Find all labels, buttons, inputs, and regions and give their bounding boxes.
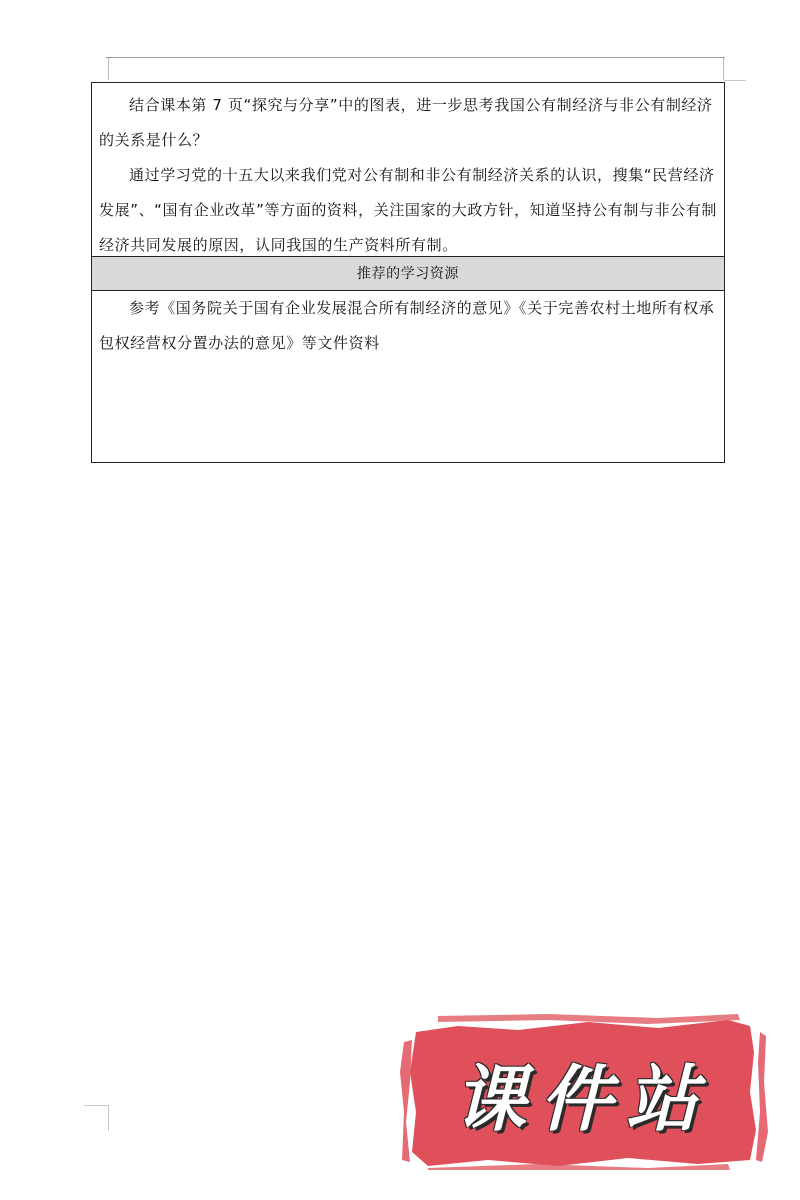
resources-heading: 推荐的学习资源 bbox=[92, 257, 724, 291]
header-rule bbox=[106, 57, 725, 58]
header-right-mark bbox=[723, 58, 724, 80]
resources-text: 参考《国务院关于国有企业发展混合所有制经济的意见》《关于完善农村土地所有权承包权经营权分置办法的意见》等文件资料 bbox=[99, 299, 715, 352]
corner-mark-vertical bbox=[108, 1105, 109, 1131]
reflection-task: 通过学习党的十五大以来我们党对公有制和非公有制经济关系的认识，搜集“民营经济发展”、“国有企业改革”等方面的资料，关注国家的大政方针，知道坚持公有制与非公有制经济共同发展的原因，认同我国的生产资料所有制。 bbox=[99, 166, 717, 254]
resources-cell bbox=[92, 291, 724, 462]
content-table bbox=[91, 82, 725, 463]
watermark-stamp bbox=[398, 1012, 768, 1170]
reflection-question: 结合课本第 7 页“探究与分享”中的图表，进一步思考我国公有制经济与非公有制经济的关系是什么？ bbox=[99, 96, 713, 149]
header-left-mark bbox=[108, 58, 109, 80]
stamp-label: 课件站 bbox=[453, 1057, 712, 1141]
margin-mark bbox=[724, 80, 746, 81]
reflection-cell bbox=[92, 83, 724, 257]
corner-mark bbox=[84, 1105, 109, 1106]
